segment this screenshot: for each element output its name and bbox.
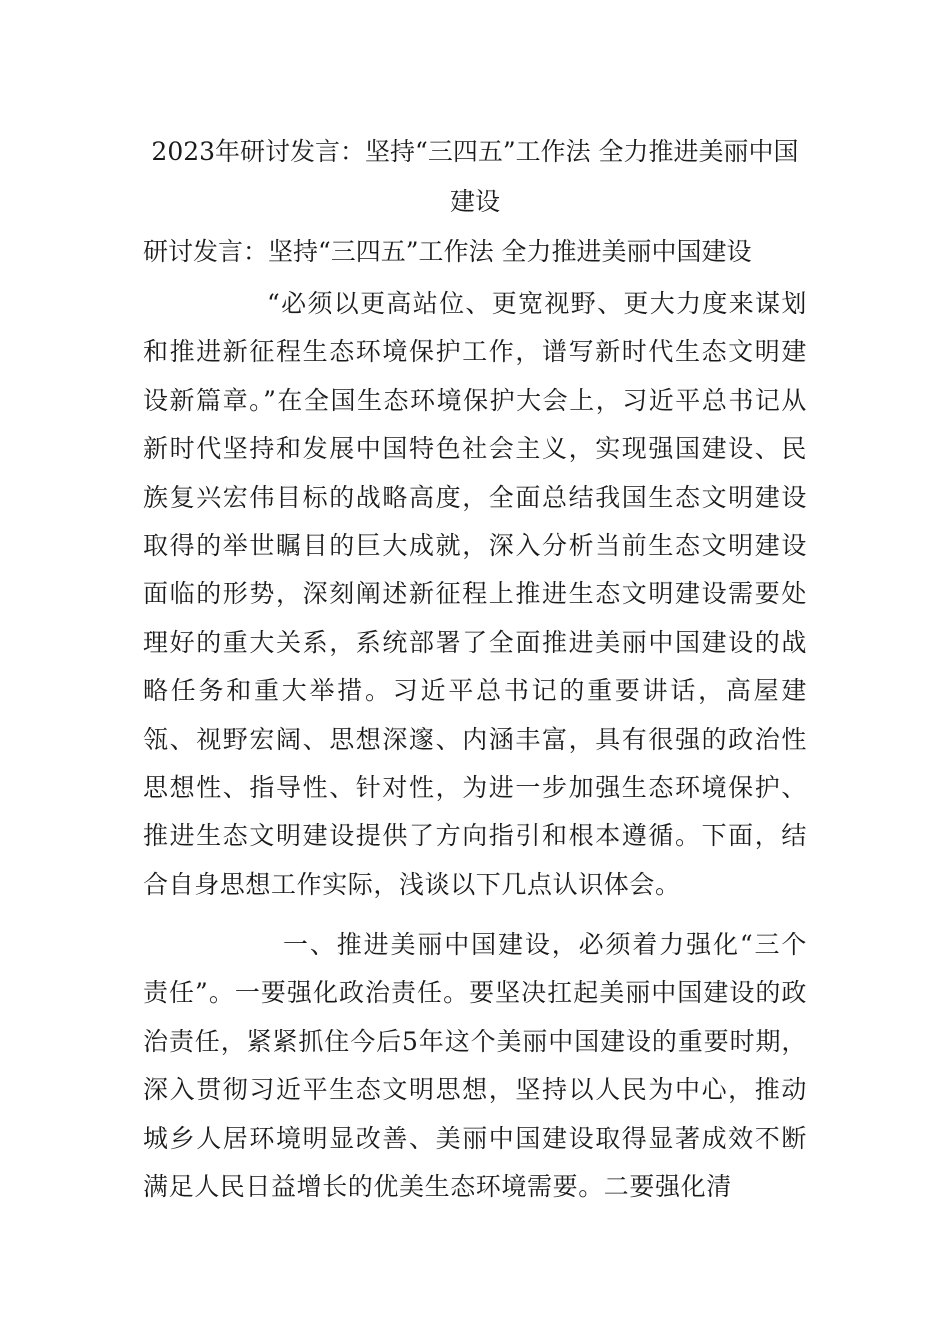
paragraph-section-one: 一、推进美丽中国建设，必须着力强化“三个责任”。一要强化政治责任。要坚决扛起美丽中国建设的政治责任，紧紧抓住今后5年这个美丽中国建设的重要时期，深入贯彻习近平生态文明思想，坚持以人民为中心，推动城乡人居环境明显改善、美丽中国建设取得显著成效不断满足人民日益增长的优美生态环境需要。二要强化清 [143,930,807,1202]
document-subtitle: 研讨发言：坚持“三四五”工作法 全力推进美丽中国建设 [143,237,752,266]
paragraph-intro: “必须以更高站位、更宽视野、更大力度来谋划和推进新征程生态环境保护工作，谱写新时代生态文明建设新篇章。”在全国生态环境保护大会上，习近平总书记从新时代坚持和发展中国特色社会主义，实现强国建设、民族复兴宏伟目标的战略高度，全面总结我国生态文明建设取得的举世瞩目的巨大成就，深入分析当前生态文明建设面临的形势，深刻阐述新征程上推进生态文明建设需要处理好的重大关系，系统部署了全面推进美丽中国建设的战略任务和重大举措。习近平总书记的重要讲话，高屋建瓴、视野宏阔、思想深邃、内涵丰富，具有很强的政治性思想性、指导性、针对性，为进一步加强生态环境保护、推进生态文明建设提供了方向指引和根本遵循。下面，结合自身思想工作实际，浅谈以下几点认识体会。 [143,289,807,899]
document-title: 2023年研讨发言：坚持“三四五”工作法 全力推进美丽中国建设 [151,137,799,216]
